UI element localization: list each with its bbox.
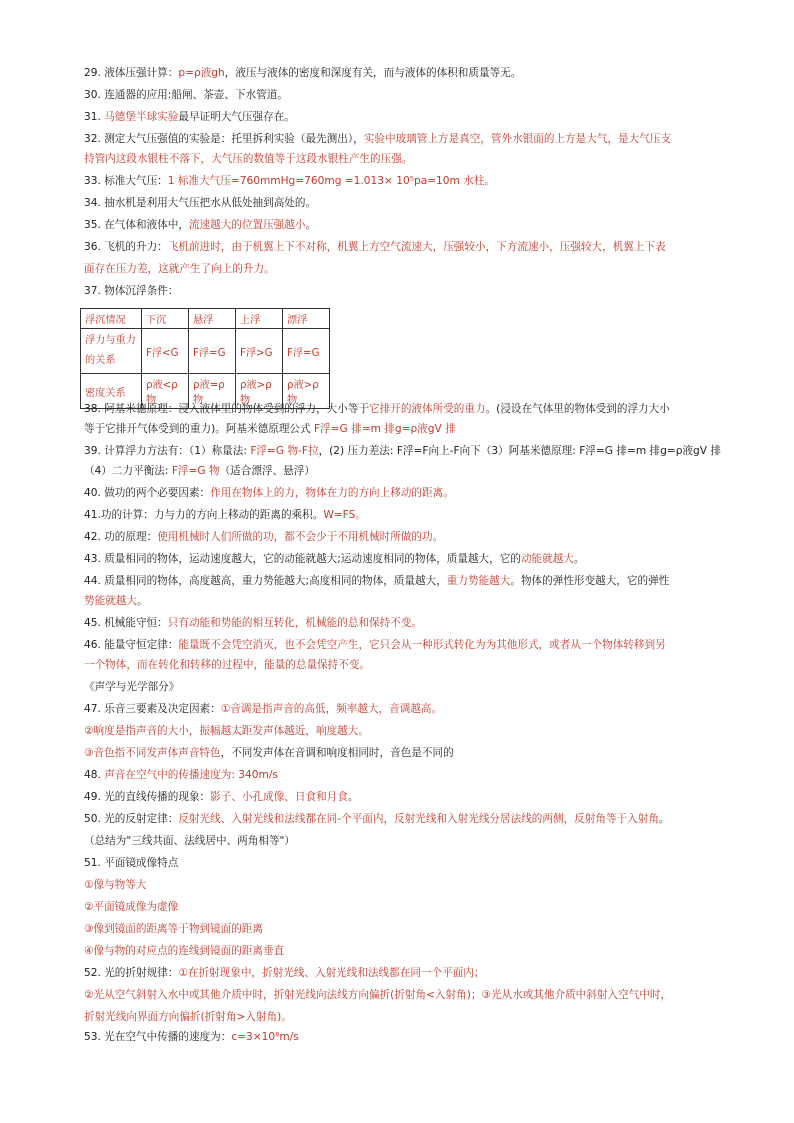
line-prefix: 35. 在气体和液体中，	[84, 219, 189, 231]
line-red: 飞机前进时，由于机翼上下不对称，机翼上方空气流速大，压强较小，下方流速小，压强较大，机翼上下表	[167, 241, 666, 253]
line-suffix: 。	[136, 595, 148, 607]
text-line-l46a	[84, 638, 666, 652]
text-line-l36a	[84, 240, 666, 254]
line-prefix: 44. 质量相同的物体，高度越高，重力势能越大;高度相同的物体，质量越大，	[84, 575, 447, 587]
text-line-l46b	[84, 658, 370, 672]
line-prefix: 33. 标准大气压：	[84, 175, 168, 187]
line-red: 声音在空气中的传播速度为: 340m/s	[104, 769, 278, 781]
line-red: 能量既不会凭空消灭，也不会凭空产生，它只会从一种形式转化为为其他形式，或者从一个物体转移到另	[178, 639, 666, 651]
line-red: 流速越大的位置压强越小	[188, 219, 306, 231]
line-red: ③音色指不同发声体声音特色	[84, 747, 221, 759]
line-prefix: 45. 机械能守恒：	[84, 617, 168, 629]
text-line-l44a	[84, 574, 669, 588]
line-red: ①在折射现象中，折射光线、入射光线和法线都在同一个平面内；	[178, 967, 485, 979]
text-line-l50a	[84, 812, 670, 826]
line-red: 面存在压力差，这就产生了向上的升力。	[84, 263, 275, 275]
table-cell: F浮=G	[189, 329, 236, 374]
line-prefix: 32. 测定大气压强值的实验是：托里拆利实验（最先测出），	[84, 133, 364, 145]
buoyancy-table	[80, 308, 330, 409]
text-line-l39b	[84, 464, 315, 478]
text-line-l32b	[84, 152, 412, 166]
text-line-l38a	[84, 402, 670, 416]
text-line-l29	[84, 66, 521, 80]
line-suffix: 。(浸设在气体里的物体受到的浮力大小	[485, 403, 670, 415]
line-prefix: 34. 抽水机是利用大气压把水从低处抽到高处的。	[84, 197, 317, 209]
line-prefix: 《声学与光学部分》	[84, 681, 180, 693]
line-red: 动能就越大	[520, 553, 574, 565]
line-prefix: 52. 光的折射规律：	[84, 967, 179, 979]
text-line-l47c	[84, 746, 454, 760]
text-line-l44b	[84, 594, 148, 608]
text-line-l52b	[84, 988, 671, 1002]
table-cell: F浮<G	[142, 329, 189, 374]
line-red: 它排开的液体所受的重力	[369, 403, 486, 415]
table-header-cell: 下沉	[142, 309, 189, 329]
line-prefix: 46. 能量守恒定律：	[84, 639, 179, 651]
text-line-l51a	[84, 878, 146, 892]
text-line-l50b	[84, 834, 295, 848]
line-prefix: 30. 连通器的应用:船闸、茶壶、下水管道。	[84, 89, 288, 101]
line-red: W=FS。	[323, 509, 366, 521]
table-header-cell: 浮沉情况	[81, 309, 142, 329]
line-suffix: 。	[573, 553, 585, 565]
line-red: 1 标准大气压=760mmHg=760mg =1.013× 10⁵pa=10m 水柱。	[167, 175, 496, 187]
table-cell: ρ液<ρ物	[142, 374, 189, 409]
line-red: 作用在物体上的力，物体在力的方向上移动的距离。	[210, 487, 454, 499]
line-prefix: 等于它排开气体受到的重力)。阿基米德原理公式	[84, 423, 314, 435]
line-prefix: 51. 平面镜成像特点	[84, 857, 179, 869]
line-red: 实验中玻璃管上方是真空，管外水银面的上方是大气，是大气压支	[363, 133, 671, 145]
line-prefix: 49. 光的直线传播的现象：	[84, 791, 211, 803]
text-line-l36b	[84, 262, 275, 276]
line-suffix: ，不同发声体在音调和响度相同时，音色是不同的	[220, 747, 454, 759]
text-line-l43	[84, 552, 585, 566]
text-line-l47a	[84, 702, 442, 716]
line-prefix: 48.	[84, 769, 105, 781]
line-suffix: 。	[347, 791, 359, 803]
line-suffix: ，(2) 压力差法: F浮=F向上-F向下（3）阿基米德原理: F浮=G 排=m 排g=ρ液gV 排	[318, 445, 721, 457]
table-header-cell: 悬浮	[189, 309, 236, 329]
table-cell: 密度关系	[81, 374, 142, 409]
text-line-l52c	[84, 1010, 292, 1024]
text-line-l51b	[84, 900, 178, 914]
text-line-l30	[84, 88, 288, 102]
text-line-l33	[84, 174, 495, 188]
line-red: ③像到镜面的距离等于物到镜面的距离	[84, 923, 263, 935]
text-line-l45	[84, 616, 422, 630]
line-suffix: ，液压与液体的密度和深度有关，而与液体的体积和质量等无。	[224, 67, 522, 79]
line-red: ②光从空气斜射入水中或其他介质中时，折射光线向法线方向偏折(折射角<入射角)；③光从水或其他介质中斜射入空气中时，	[84, 989, 672, 1001]
text-line-l32a	[84, 132, 671, 146]
line-prefix: 53. 光在空气中传播的速度为：	[84, 1031, 232, 1043]
line-red: 使用机械时人们所做的功，都不会少于不用机械时所做的功。	[157, 531, 444, 543]
line-red: 反射光线、入射光线和法线都在同-个平面内，反射光线和入射光线分居法线的两侧，反射角等于入射角	[178, 813, 659, 825]
table-cell: ρ液=ρ物	[189, 374, 236, 409]
text-line-l51	[84, 856, 178, 870]
line-prefix: 37. 物体沉浮条件：	[84, 285, 179, 297]
line-prefix: （总结为"三线共面、法线居中、两角相等"）	[84, 835, 296, 847]
line-suffix: 。	[305, 219, 317, 231]
line-red: F浮=G 物	[171, 465, 220, 477]
text-line-l39a	[84, 444, 721, 458]
line-prefix: （4）二力平衡法:	[84, 465, 172, 477]
line-suffix: 。	[658, 813, 670, 825]
line-prefix: 41.功的计算：力与力的方向上移动的距离的乘积。	[84, 509, 324, 521]
line-red: F浮=G 排=m 排g=ρ液gV 排	[313, 423, 456, 435]
line-prefix: 36. 飞机的升力：	[84, 241, 168, 253]
line-red: 持管内这段水银柱不落下，大气压的数值等于这段水银柱产生的压强。	[84, 153, 413, 165]
text-line-l37	[84, 284, 178, 298]
text-line-l47b	[84, 724, 369, 738]
table-cell: F浮>G	[236, 329, 283, 374]
line-prefix: 40. 做功的两个必要因素：	[84, 487, 211, 499]
table-cell: 浮力与重力的关系	[81, 329, 142, 374]
line-prefix: 29. 液体压强计算：	[84, 67, 179, 79]
line-prefix: 39. 计算浮力方法有：（1）称量法:	[84, 445, 251, 457]
line-red: F浮=G 物-F拉	[250, 445, 319, 457]
text-line-l49	[84, 790, 358, 804]
line-red: ①音调是指声音的高低，频率越大，音调越高。	[220, 703, 443, 715]
table-header-cell: 上浮	[236, 309, 283, 329]
text-line-l42	[84, 530, 443, 544]
line-prefix: 38. 阿基米德原理：浸入液体里的物体受到的浮力，大小等于	[84, 403, 370, 415]
line-red: 马德堡半球实验	[104, 111, 179, 123]
line-red: 一个物体，而在转化和转移的过程中，能量的总量保持不变。	[84, 659, 371, 671]
line-red: 重力势能越大	[446, 575, 511, 587]
text-line-l31	[84, 110, 295, 124]
line-prefix: 47. 乐音三要素及决定因素：	[84, 703, 221, 715]
text-line-l35	[84, 218, 316, 232]
line-red: c=3×10⁸m/s	[231, 1031, 299, 1043]
line-red: p=ρ液gh	[178, 67, 225, 79]
table-cell: F浮=G	[283, 329, 330, 374]
line-red: ②响度是指声音的大小，振幅越太距发声体越近，响度越大。	[84, 725, 369, 737]
text-line-l52a	[84, 966, 485, 980]
line-prefix: 42. 功的原理：	[84, 531, 158, 543]
line-red: 只有动能和势能的相互转化，机械能的总和保持不变。	[167, 617, 423, 629]
table-row	[81, 329, 330, 374]
line-red: 势能就越大	[84, 595, 137, 607]
text-line-sec	[84, 680, 179, 694]
line-red: 影子、小孔成像、日食和月食	[210, 791, 348, 803]
text-line-l41	[84, 508, 366, 522]
line-prefix: 31.	[84, 111, 105, 123]
line-suffix: 。物体的弹性形变越大，它的弹性	[510, 575, 670, 587]
line-prefix: 50. 光的反射定律：	[84, 813, 179, 825]
text-line-l51d	[84, 944, 284, 958]
table-cell: ρ液>ρ物	[283, 374, 330, 409]
line-red: 折射光线向界面方向偏折(折射角>入射角)。	[84, 1011, 292, 1023]
line-suffix: （适合漂浮、悬浮）	[219, 465, 315, 477]
table-header-cell: 漂浮	[283, 309, 330, 329]
line-red: ②平面镜成像为虚像	[84, 901, 179, 913]
line-red: ④像与物的对应点的连线到镜面的距离垂直	[84, 945, 285, 957]
text-line-l40	[84, 486, 454, 500]
text-line-l53	[84, 1030, 299, 1044]
text-line-l51c	[84, 922, 263, 936]
line-red: ①像与物等大	[84, 879, 147, 891]
line-prefix: 43. 质量相同的物体，运动速度越大，它的动能就越大;运动速度相同的物体，质量越大，它的	[84, 553, 521, 565]
table-cell: ρ液>ρ物	[236, 374, 283, 409]
text-line-l34	[84, 196, 316, 210]
text-line-l38b	[84, 422, 456, 436]
text-line-l48	[84, 768, 278, 782]
line-suffix: 最早证明大气压强存在。	[178, 111, 295, 123]
